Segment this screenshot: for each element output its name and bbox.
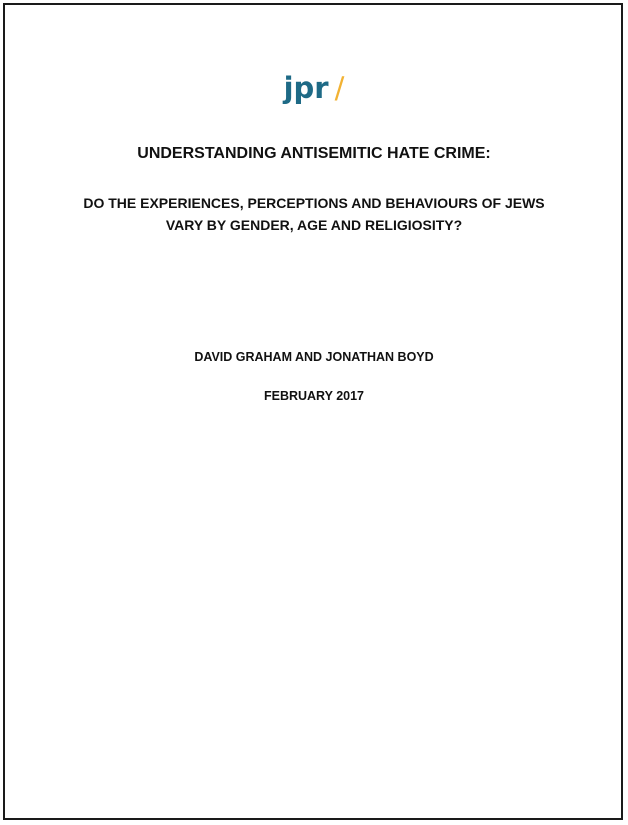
document-page bbox=[3, 3, 623, 820]
jpr-logo bbox=[0, 70, 628, 106]
report-title: UNDERSTANDING ANTISEMITIC HATE CRIME: bbox=[137, 145, 491, 162]
report-authors: DAVID GRAHAM AND JONATHAN BOYD bbox=[194, 350, 434, 364]
report-date: FEBRUARY 2017 bbox=[263, 389, 365, 403]
report-subtitle bbox=[60, 192, 568, 236]
subtitle-line-2: VARY BY GENDER, AGE AND RELIGIOSITY? bbox=[165, 217, 463, 233]
logo-text: jpr bbox=[283, 71, 329, 105]
subtitle-line-1: DO THE EXPERIENCES, PERCEPTIONS AND BEHAVIOURS OF JEWS bbox=[83, 195, 545, 211]
logo-slash: / bbox=[334, 71, 345, 105]
